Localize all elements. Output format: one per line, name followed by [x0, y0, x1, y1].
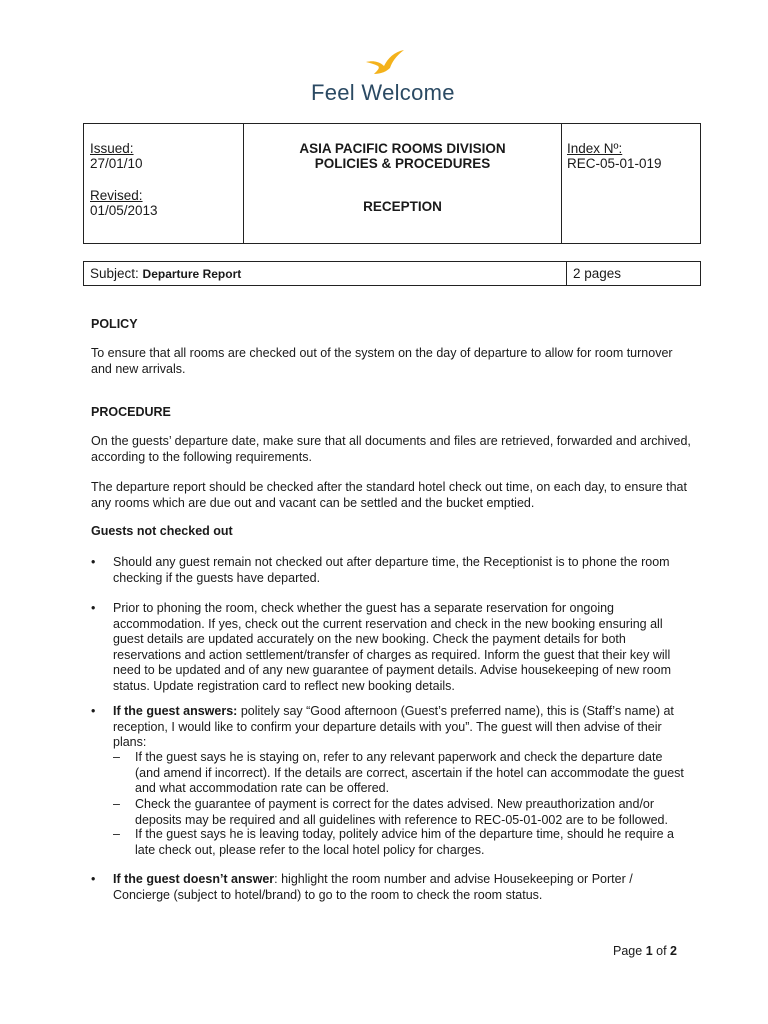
index-value: REC-05-01-019 [567, 156, 662, 171]
sub-item-1: If the guest says he is staying on, refer to any relevant paperwork and check the departure date (and amend if incorrect). If the details are correct, ascertain if the hotel can accommodate the guest and what accommodation rate can be offered. [135, 750, 684, 795]
brand-logo [0, 44, 768, 106]
procedure-paragraph-2: The departure report should be checked after the standard hotel check out time, on each day, to ensure that any rooms which are due out and vacant can be settled and the bucket emptied. [91, 480, 687, 510]
bullet-item-2: Prior to phoning the room, check whether the guest has a separate reservation for ongoing accommodation. If yes, check out the current reservation and check in the new booking ensuring all guest details are updated accurately on the new booking. Check the payment details for both reservations and action settlement/transfer of charges as required. Inform the guest that their key will need to be updated and of any new guarantee of payment details. Advise housekeeping of new room status. Update registration card to reflect new booking details. [113, 601, 672, 693]
procedure-paragraph-1: On the guests’ departure date, make sure that all documents and files are retrieved, forwarded and archived, according to the following requirements. [91, 434, 691, 464]
guests-not-checked-out-heading: Guests not checked out [91, 524, 233, 538]
bullet-icon: • [91, 704, 96, 718]
issued-label: Issued: [90, 141, 134, 156]
title-cell [244, 124, 562, 244]
policy-heading: POLICY [91, 317, 138, 331]
issue-info-cell [84, 124, 244, 244]
index-label: Index Nº: [567, 141, 623, 156]
dash-icon: – [113, 750, 120, 764]
revised-date: 01/05/2013 [90, 203, 158, 218]
current-page: 1 [645, 944, 653, 958]
sub-item-2: Check the guarantee of payment is correct for the dates advised. New preauthorization and/or deposits may be required and all guidelines with reference to REC-05-01-002 are to be followed. [135, 797, 668, 827]
document-header-table [83, 123, 701, 244]
page-footer [613, 944, 677, 958]
page-word: Page [613, 944, 643, 958]
procedure-heading: PROCEDURE [91, 405, 171, 419]
bullet-item-4 [113, 872, 683, 903]
bullet-icon: • [91, 601, 96, 615]
index-cell [562, 124, 701, 244]
bullet-item-1: Should any guest remain not checked out after departure time, the Receptionist is to phone the room checking if the guests have departed. [113, 555, 670, 585]
dash-icon: – [113, 827, 120, 841]
of-word: of [656, 944, 667, 958]
subject-cell [84, 262, 567, 286]
bullet-4-lead: If the guest doesn’t answer [113, 872, 275, 886]
dash-icon: – [113, 797, 120, 811]
brand-name: Feel Welcome [311, 80, 455, 105]
revised-label: Revised: [90, 188, 143, 203]
subject-value: Departure Report [142, 267, 242, 281]
title-line-1: ASIA PACIFIC ROOMS DIVISION [299, 141, 506, 156]
title-line-2: POLICIES & PROCEDURES [314, 156, 491, 171]
sub-item-3: If the guest says he is leaving today, politely advice him of the departure time, should he require a late check out, please refer to the local hotel policy for charges. [135, 827, 674, 857]
bullet-3-text: politely say “Good afternoon (Guest’s preferred name), this is (Staff’s name) at reception, I would like to confirm your departure details with you”. The guest will then advise of their plans: [113, 704, 674, 749]
policy-text: To ensure that all rooms are checked out of the system on the day of departure to allow for room turnover and new arrivals. [91, 346, 673, 376]
bird-icon [364, 48, 406, 78]
total-pages: 2 [670, 944, 677, 958]
subject-label: Subject: [90, 266, 139, 281]
bullet-item-3 [113, 704, 683, 751]
bullet-icon: • [91, 872, 96, 886]
bullet-3-lead: If the guest answers: [113, 704, 238, 718]
subject-table [83, 261, 701, 286]
page-count: 2 pages [567, 262, 701, 286]
bullet-4-text: : highlight the room number and advise Housekeeping or Porter / Concierge (subject to hotel/brand) to go to the room to check the room status. [113, 872, 633, 902]
department-title: RECEPTION [363, 199, 442, 214]
issued-date: 27/01/10 [90, 156, 143, 171]
bullet-icon: • [91, 555, 96, 569]
